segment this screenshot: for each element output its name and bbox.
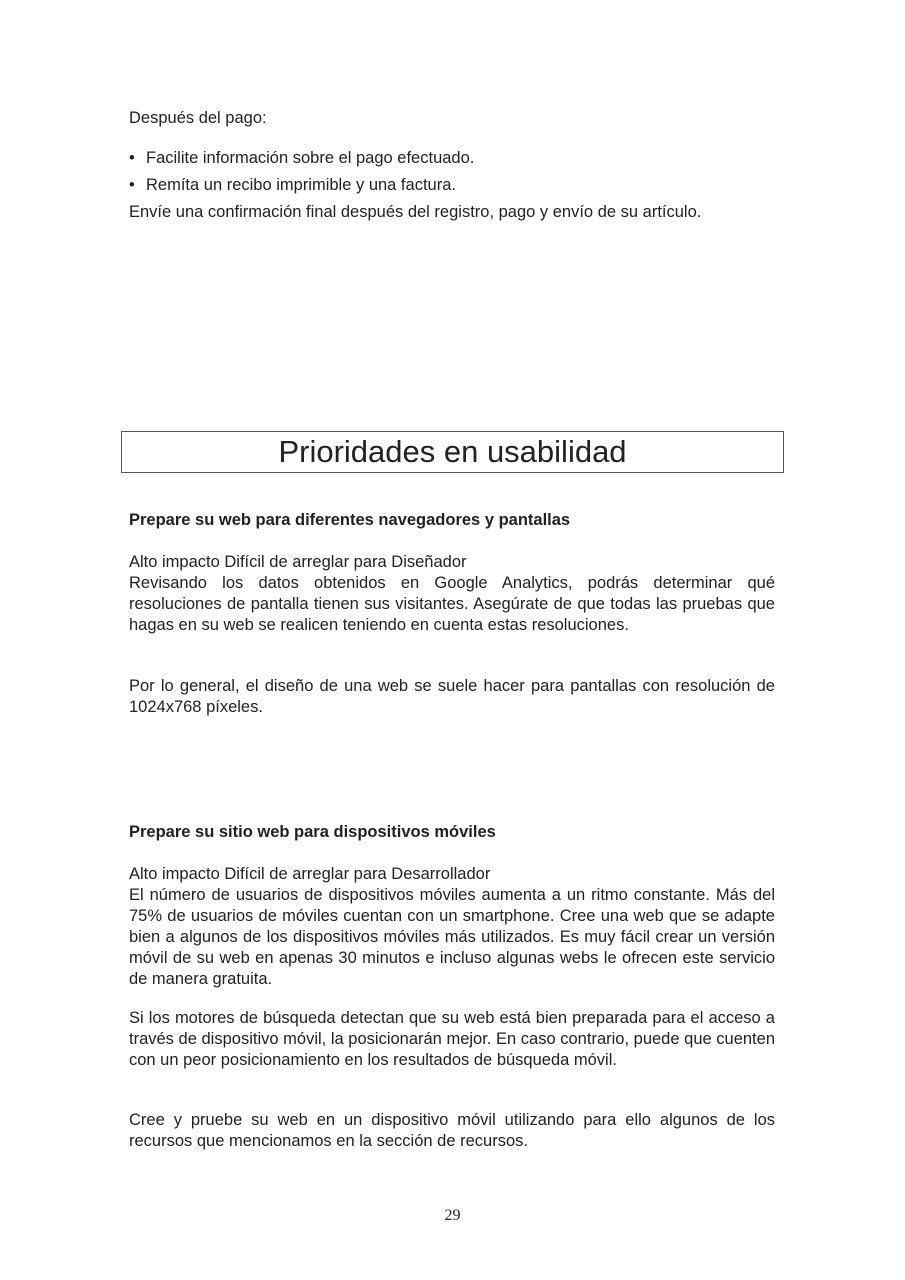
- payment-bullet: [129, 148, 474, 169]
- item2-paragraph-2: Si los motores de búsqueda detectan que su web está bien preparada para el acceso a través de dispositivo móvil, la posicionarán mejor. En caso contrario, puede que cuenten con un peor posicionamiento en los resultados de búsqueda móvil.: [129, 1009, 775, 1069]
- item2-heading: Prepare su sitio web para dispositivos móviles: [129, 823, 496, 841]
- item2-paragraph-1: El número de usuarios de dispositivos móviles aumenta a un ritmo constante. Más del 75% de usuarios de móviles cuentan con un smartphone. Cree una web que se adapte bien a algunos de los dispositivos móviles más utilizados. Es muy fácil crear un versión móvil de su web en apenas 30 minutos e incluso algunas webs le ofrecen este servicio de manera gratuita.: [129, 886, 775, 988]
- section-title: Prioridades en usabilidad: [121, 431, 784, 473]
- bullet-text: Facilite información sobre el pago efectuado.: [146, 149, 475, 167]
- item2-paragraph-3: Cree y pruebe su web en un dispositivo móvil utilizando para ello algunos de los recursos que mencionamos en la sección de recursos.: [129, 1111, 775, 1150]
- item1-paragraph-1: Revisando los datos obtenidos en Google Analytics, podrás determinar qué resoluciones de pantalla tienen sus visitantes. Asegúrate de que todas las pruebas que hagas en su web se realicen teniendo en cuenta estas resoluciones.: [129, 574, 775, 634]
- bullet-text: Remíta un recibo imprimible y una factura.: [146, 176, 456, 194]
- item1-heading: Prepare su web para diferentes navegadores y pantallas: [129, 511, 571, 529]
- item2-meta: Alto impacto Difícil de arreglar para Desarrollador: [129, 865, 491, 883]
- page-number: 29: [444, 1207, 461, 1224]
- item1-paragraph-2: Por lo general, el diseño de una web se suele hacer para pantallas con resolución de 1024x768 píxeles.: [129, 677, 775, 716]
- item1-meta: Alto impacto Difícil de arreglar para Diseñador: [129, 553, 467, 571]
- payment-closing: Envíe una confirmación final después del registro, pago y envío de su artículo.: [129, 203, 702, 221]
- payment-bullet: [129, 175, 456, 196]
- payment-intro: Después del pago:: [129, 109, 267, 127]
- bullet-icon: •: [129, 176, 135, 194]
- bullet-icon: •: [129, 149, 135, 167]
